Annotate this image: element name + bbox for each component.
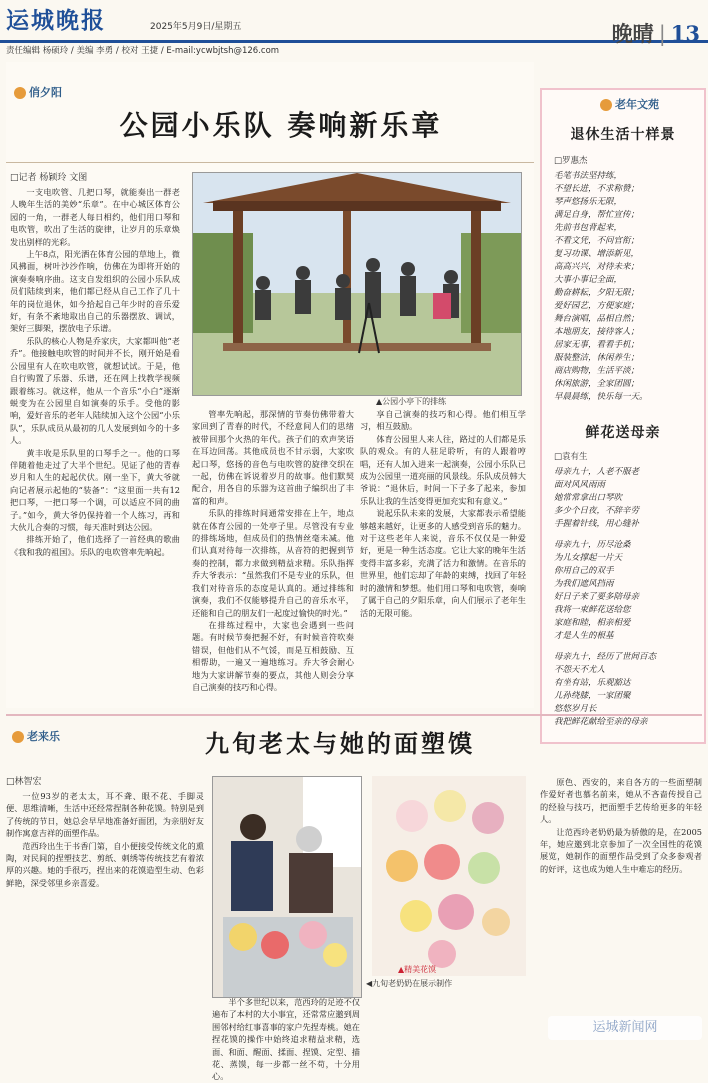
- feature-paragraph: 上午8点，阳光洒在体育公园的草地上，微风拂面，树叶沙沙作响，仿佛在为即将开始的演奏奏响序曲。这支自发组织的公园小乐队成员们陆续到来，他们都已经从自己工作了几十年的岗位退休，如今拾起自己年少时的音乐爱好，有条不紊地取出自己的乐器摆放、调试，架好三脚架，摆放电子乐谱。: [10, 249, 180, 334]
- poem-line: 先前书包背起来，: [554, 223, 623, 233]
- poem-line: 舞台演唱，品相自然；: [554, 314, 640, 324]
- poem-line: 琴声悠扬乐无限，: [554, 197, 623, 207]
- second-paragraph: 范西玲出生于书香门第，自小便接受传统文化的熏陶，对民间的捏塑技艺、剪纸、刺绣等传统技艺有着浓厚的兴趣。她的手很巧，捏出来的花馍造型生动、色彩鲜艳，深受邻里乡亲喜爱。: [6, 840, 204, 888]
- article-column-3: [360, 408, 526, 708]
- feature-paragraph: 体育公园里人来人往，路过的人们都是乐队的观众。有的人驻足聆听，有的人跟着哼唱，还有人加入进来一起演奏，公园小乐队已成为公园里一道亮丽的风景线。乐队成员韩大爷说：“退休后，时间一下子多了起来，参加乐队让我的生活变得更加充实和有意义。”: [360, 433, 526, 506]
- second-column-2: [212, 996, 360, 1082]
- article-column-2: [192, 408, 354, 708]
- feature-paragraph: 一支电吹管、几把口琴，就能奏出一群老人晚年生活的美妙“乐章”。在中心城区体育公园的一角，一群老人每日相约，他们用口琴和电吹管，吹出了生活的旋律，让岁月的乐章焕发出别样的光彩。: [10, 187, 180, 247]
- stanza-gap: [554, 531, 698, 539]
- poem-line: 儿孙绕膝，一家团聚: [554, 691, 631, 701]
- second-column-name: 老来乐: [12, 728, 60, 744]
- grandma-photo: [212, 776, 362, 998]
- poem-line: 悠悠岁月长: [554, 704, 597, 714]
- band-rehearsal-photo: [192, 172, 522, 396]
- poem-line: 本地朋友，接待客人；: [554, 327, 640, 337]
- poem-line: 你用自己的双手: [554, 566, 614, 576]
- flower-buns-photo: [372, 776, 526, 976]
- sidebar-seal-icon: [600, 99, 612, 111]
- feature-paragraph: 管率先响起，那深情的节奏仿佛带着大家回到了青春的时代，不经意间人们的思绪被带回那个火热的年代。孩子们的欢声笑语在耳边回荡。其他成员也不甘示弱，大家吹起口琴，悠扬的音色与电吹管的旋律交织在一起，仿佛在诉说着岁月的故事。他们默契配合，用各自的乐器为这首曲子编织出了丰富的和声。: [192, 409, 354, 506]
- poem-line: 早晨晨练，快乐每一天。: [554, 392, 648, 402]
- poem-line: 手握着针线，用心缝补: [554, 519, 640, 529]
- date-line: 2025年5月9日/星期五: [150, 22, 242, 32]
- caption-grandma: ◀九旬老奶奶在展示制作: [366, 979, 453, 988]
- poem-line: 我把鲜花献给至亲的母亲: [554, 717, 648, 727]
- poem-line: 不看文凭，不问官衔；: [554, 236, 640, 246]
- poem-line: 她常常拿出口琴吹: [554, 493, 623, 503]
- poem1-text: [554, 170, 694, 404]
- column-seal-icon: [14, 87, 26, 99]
- feature-paragraph: 享自己演奏的技巧和心得。他们相互学习，相互鼓励。: [360, 409, 526, 432]
- second-byline: □林智宏: [6, 777, 42, 787]
- section-name: 晚晴: [611, 21, 654, 46]
- feature-paragraph: 说起乐队未来的发展，大家都表示希望能够越来越好，让更多的人感受到音乐的魅力。对于这些老年人来说，音乐不仅仅是一种爱好，更是一种生活态度。它让大家的晚年生活变得丰富多彩，充满了活力和激情。在音乐的世界里，他们忘却了年龄的束缚，找回了年轻时的激情和梦想。他们用口琴和电吹管，奏响了属于自己的夕阳乐章，向人们展示了老年生活的无限可能。: [360, 508, 526, 618]
- page-number: 13: [670, 21, 700, 46]
- second-column-3: [540, 776, 702, 1042]
- poem-line: 爱好园艺，方便家庭；: [554, 301, 640, 311]
- poem-line: 母亲九十，人老不服老: [554, 467, 640, 477]
- newspaper-logo: 运城晚报: [6, 7, 106, 34]
- photo-caption: ▲公园小亭下的排练: [376, 397, 447, 406]
- poem-line: 为儿女撑起一片天: [554, 553, 623, 563]
- poem-line: 多少个日夜，不辞辛劳: [554, 506, 640, 516]
- article-headline: 公园小乐队 奏响新乐章: [119, 109, 443, 142]
- poem-line: 满足自身，帮忙宣传；: [554, 210, 640, 220]
- poem-line: 面对风风雨雨: [554, 480, 606, 490]
- feature-article: [6, 62, 534, 708]
- stanza-gap: [554, 643, 698, 651]
- poem-line: 复习功课、增添新见，: [554, 249, 640, 259]
- second-paragraph: 让范西玲老奶奶最为骄傲的是，在2005年，她应邀到北京参加了一次全国性的花馍展览，她制作的面塑作品受到了众多参观者的好评，这也成为她人生中难忘的经历。: [540, 826, 702, 874]
- poem-line: 不怨天不尤人: [554, 665, 606, 675]
- feature-paragraph: 排练开始了，他们选择了一首经典的歌曲《我和我的祖国》。乐队的电吹管率先响起。: [10, 534, 180, 557]
- poem-line: 有坐有站，乐观豁达: [554, 678, 631, 688]
- second-column-1: [6, 790, 204, 1042]
- poem1-author: □罗惠杰: [554, 156, 588, 166]
- article-byline: □记者 杨颖玲 文图: [10, 173, 88, 183]
- section-divider: [6, 714, 702, 716]
- caption-flower-buns: ▲精美花馍: [398, 965, 437, 974]
- page-header: 晚晴 | 13: [611, 21, 700, 46]
- poem2-text: [554, 466, 698, 729]
- poem2-author: □袁有生: [554, 452, 588, 462]
- site-watermark: 运城新闻网: [548, 1016, 702, 1040]
- masthead: [0, 0, 708, 43]
- poem2-title: 鲜花送母亲: [585, 425, 661, 441]
- feature-paragraph: 乐队的排练时间通常安排在上午，地点就在体育公园的一处亭子里。尽管没有专业的排练场地，但成员们的热情丝毫未减。他们认真对待每一次排练，从音符的把握到节奏的控制，都力求做到精益求精。乐队指挥乔大爷表示：“虽然我们不是专业的乐队，但我们对待音乐的态度是认真的。通过排练和演奏，我们不仅能够提升自己的音乐水平，还能和自己的朋友们一起度过愉快的时光。”: [192, 508, 354, 618]
- poem-line: 商店购物，生活平淡；: [554, 366, 640, 376]
- poem-line: 好日子来了要多陪母亲: [554, 592, 640, 602]
- poem-line: 才是人生的根基: [554, 631, 614, 641]
- poem-line: 不望长进，不求称赞；: [554, 184, 640, 194]
- feature-paragraph: 在排练过程中，大家也会遇到一些问题。有时候节奏把握不好，有时候音符吹奏错误，但他们从不气馁，而是互相鼓励、互相帮助，一遍又一遍地练习。乔大爷会耐心地为大家讲解节奏的要点，其他人则会分享自己演奏的技巧和心得。: [192, 619, 354, 692]
- second-paragraph: 半个多世纪以来，范西玲的足迹不仅遍布了本村的大小事宜，还常常应邀到周围邻村给红事喜事的家户先捏寿桃。她在捏花馍的操作中始终追求精益求精，选面、和面、醒面、揉面、捏馍、定型、描花、蒸馍，每一步都一丝不苟，十分用心。: [212, 997, 360, 1082]
- poem-line: 我将一束鲜花送给您: [554, 605, 631, 615]
- feature-paragraph: 黄丰收是乐队里的口琴手之一。他的口琴伴随着他走过了大半个世纪。见证了他的青春岁月和人生的起起伏伏。刚一坐下，黄大爷就向记者展示起他的“装备”：“这里面一共有12把口琴，一把口琴一个调，可以适应不同的曲子。”如今，黄大爷仍保持着一个人练习，再和大伙儿合奏的习惯，每天准时到达公园。: [10, 447, 180, 532]
- poem-line: 家庭和睦，相亲相爱: [554, 618, 631, 628]
- second-paragraph: 原色、西安的，来自各方的一些面塑制作爱好者也慕名前来，她从不吝啬传授自己的经验与技巧，把面塑手艺传给更多的年轻人。: [540, 777, 702, 825]
- poem-line: 居家无事，看看手机；: [554, 340, 640, 350]
- second-headline: 九旬老太与她的面塑馍: [205, 729, 475, 758]
- feature-paragraph: 乐队的核心人物是乔家庆，大家都叫他“老乔”。他接触电吹管的时间并不长，刚开始是看公园里有人在吹电吹管，就想试试。于是，他自行购置了乐器、乐谱，还在网上找教学视频跟着练习。就这样，他从一个音乐“小白”逐渐蜕变为在公园里自如演奏的乐手。受他的影响，爱好音乐的老年人陆续加入这个公园“小乐队”，乐队成员从最初的几人发展到如今的十多人。: [10, 335, 180, 446]
- sidebar-column-name: 老年文苑: [600, 96, 659, 112]
- poem-line: 大事小事记全面，: [554, 275, 623, 285]
- article-column-1: [10, 186, 180, 706]
- second-paragraph: 一位93岁的老太太，耳不聋、眼不花、手脚灵便、思维清晰，生活中还经常捏制各种花馍。特别是到了传统的节日，她总会早早地准备好面团，为亲朋好友制作寓意吉祥的面塑作品。: [6, 791, 204, 839]
- poem1-title: 退休生活十样景: [570, 127, 676, 143]
- poem-line: 母亲九十，历尽沧桑: [554, 540, 631, 550]
- poem-line: 休闲旅游，全家团圆；: [554, 379, 640, 389]
- editor-credits: 责任编辑 杨硕玲 / 美编 李勇 / 校对 王捷 / E-mail:ycwbjtsh@126.com: [6, 46, 280, 56]
- poem-line: 勤奋耕耘，夕阳无限；: [554, 288, 640, 298]
- sidebar-literary-corner: [540, 88, 706, 744]
- poem-line: 服装整洁，休闲养生；: [554, 353, 640, 363]
- poem-line: 母亲九十，经历了世间百态: [554, 652, 657, 662]
- column-name: 俏夕阳: [14, 84, 62, 100]
- second-seal-icon: [12, 731, 24, 743]
- poem-line: 为我们遮风挡雨: [554, 579, 614, 589]
- divider: [6, 162, 534, 163]
- poem-line: 高高兴兴，对待未来；: [554, 262, 640, 272]
- poem-line: 毛笔书法坚持练，: [554, 171, 623, 181]
